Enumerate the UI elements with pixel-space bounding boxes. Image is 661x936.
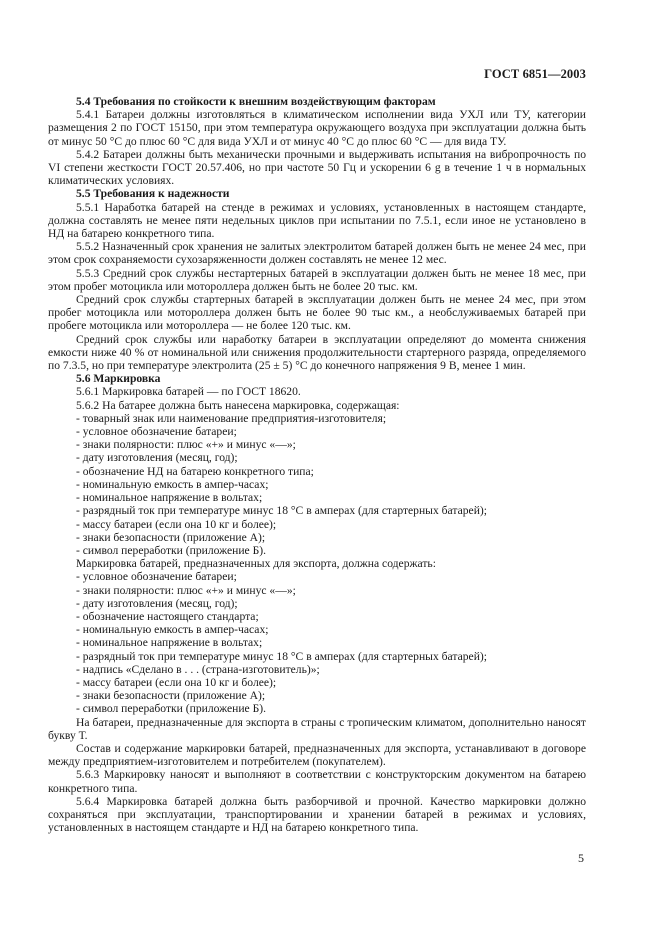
paragraph-5-6-4: 5.6.4 Маркировка батарей должна быть разборчивой и прочной. Качество маркировки должно сохраняться при эксплуатации, транспортировании и хранении батарей в режимах и условиях, установленных в настоящем стандарте и НД на батарею конкретного типа.: [48, 794, 586, 835]
paragraph-5-6-2: 5.6.2 На батарее должна быть нанесена маркировка, содержащая:: [76, 398, 400, 412]
document-code-header: ГОСТ 6851—2003: [484, 67, 586, 81]
list-item: - надпись «Сделано в . . . (страна-изготовитель)»;: [76, 662, 320, 676]
section-heading-5-5: 5.5 Требования к надежности: [76, 187, 230, 201]
list-item: - разрядный ток при температуре минус 18 °С в амперах (для стартерных батарей);: [76, 504, 487, 518]
list-item: - номинальную емкость в ампер-часах;: [76, 477, 269, 491]
list-item: - обозначение НД на батарею конкретного типа;: [76, 464, 314, 478]
list-item: - условное обозначение батареи;: [76, 425, 237, 439]
page-number: 5: [578, 851, 584, 865]
paragraph-service-life-definition: Средний срок службы или наработку батареи в эксплуатации определяют до момента снижения емкости ниже 40 % от номинальной или снижения продолжительности стартерного разряда, определяемого по 7.3.5, но при температуре электролита (25 ± 5) °С до конечного напряжения 9 В, менее 1 мин.: [48, 332, 586, 373]
list-item: - знаки безопасности (приложение А);: [76, 689, 266, 703]
list-item: - дату изготовления (месяц, год);: [76, 451, 238, 465]
list-item: - разрядный ток при температуре минус 18 °С в амперах (для стартерных батарей);: [76, 649, 487, 663]
list-item: - знаки полярности: плюс «+» и минус «—»;: [76, 583, 296, 597]
section-heading-5-4: 5.4 Требования по стойкости к внешним воздействующим факторам: [76, 95, 436, 108]
list-item: - условное обозначение батареи;: [76, 570, 237, 584]
paragraph-5-5-2: 5.5.2 Назначенный срок хранения не залитых электролитом батарей должен быть не менее 24 мес, при этом срок сохраняемости сухозаряженности должен составлять не менее 12 мес.: [48, 240, 586, 267]
paragraph-5-4-1: 5.4.1 Батареи должны изготовляться в климатическом исполнении вида УХЛ или ТУ, категории размещения 2 по ГОСТ 15150, при этом температура окружающего воздуха при эксплуатации должна быть от минус 50 °С до плюс 60 °С для вида УХЛ и от минус 40 °С до плюс 60 °С — для вида ТУ.: [48, 108, 586, 148]
section-heading-5-6: 5.6 Маркировка: [76, 372, 161, 386]
list-item: - знаки полярности: плюс «+» и минус «—»;: [76, 438, 296, 452]
paragraph-5-5-1: 5.5.1 Наработка батарей на стенде в режимах и условиях, установленных в настоящем стандарте, должна составлять не менее пяти недельных циклов при испытании по 7.5.1, если иное не установлено в НД на батарею конкретного типа.: [48, 200, 586, 241]
list-item: - номинальное напряжение в вольтах;: [76, 491, 263, 505]
paragraph-5-5-3: 5.5.3 Средний срок службы нестартерных батарей в эксплуатации должен быть не менее 18 мес, при этом пробег мотоцикла или мотороллера должен быть не более 20 тыс. км.: [48, 266, 586, 293]
list-item: - номинальную емкость в ампер-часах;: [76, 623, 269, 637]
list-item: - символ переработки (приложение Б).: [76, 702, 266, 716]
list-item: - массу батареи (если она 10 кг и более);: [76, 517, 277, 531]
paragraph-5-6-3: 5.6.3 Маркировку наносят и выполняют в соответствии с конструкторским документом на батарею конкретного типа.: [48, 768, 586, 795]
marking-list: [48, 412, 586, 557]
list-item: - номинальное напряжение в вольтах;: [76, 636, 263, 650]
list-item: - обозначение настоящего стандарта;: [76, 609, 259, 623]
export-marking-intro: Маркировка батарей, предназначенных для экспорта, должна содержать:: [76, 557, 436, 571]
paragraph-5-6-1: 5.6.1 Маркировка батарей — по ГОСТ 18620.: [76, 385, 301, 399]
paragraph-tropical-marking: На батареи, предназначенные для экспорта в страны с тропическим климатом, дополнительно наносят букву Т.: [48, 715, 586, 742]
list-item: - дату изготовления (месяц, год);: [76, 596, 238, 610]
list-item: - знаки безопасности (приложение А);: [76, 530, 266, 544]
list-item: - массу батареи (если она 10 кг и более);: [76, 675, 277, 689]
list-item: - товарный знак или наименование предприятия-изготовителя;: [76, 411, 387, 425]
page-body: [48, 95, 586, 834]
paragraph-export-contract: Состав и содержание маркировки батарей, предназначенных для экспорта, устанавливают в договоре между предприятием-изготовителем и потребителем (покупателем).: [48, 741, 586, 769]
list-item: - символ переработки (приложение Б).: [76, 543, 266, 557]
paragraph-5-4-2: 5.4.2 Батареи должны быть механически прочными и выдерживать испытания на вибропрочность по VI степени жесткости ГОСТ 20.57.406, но при частоте 50 Гц и ускорении 6 g в течение 1 ч в нормальных климатических условиях.: [48, 147, 586, 188]
paragraph-starter-service-life: Средний срок службы стартерных батарей в эксплуатации должен быть не менее 24 мес, при этом пробег мотоцикла или мотороллера должен быть не более 90 тыс км., а необслуживаемых батарей при пробеге мотоцикла или мотороллера — не более 120 тыс. км.: [48, 293, 586, 333]
export-marking-list: [48, 570, 586, 715]
